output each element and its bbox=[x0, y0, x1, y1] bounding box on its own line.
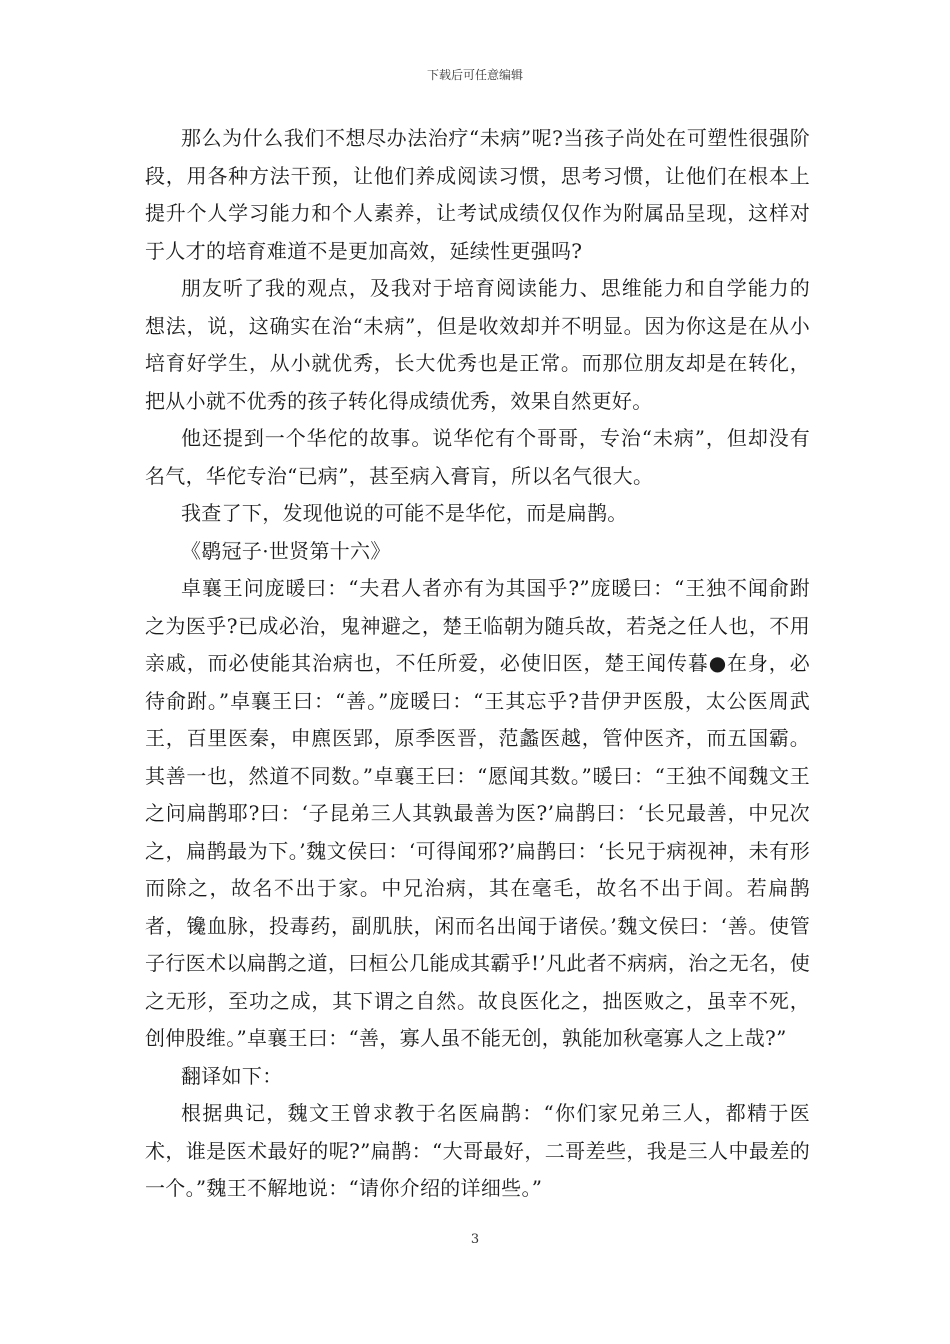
paragraph: 根据典记，魏文王曾求教于名医扁鹊：“你们家兄弟三人，都精于医术，谁是医术最好的呢?”扁鹊：“大哥最好，二哥差些，我是三人中最差的一个。”魏王不解地说：“请你介绍的详细些。” bbox=[145, 1101, 810, 1200]
page-header: 下载后可任意编辑 bbox=[426, 68, 523, 82]
page-number: 3 bbox=[470, 1232, 480, 1247]
document-body bbox=[145, 120, 810, 1208]
paragraph: 他还提到一个华佗的故事。说华佗有个哥哥，专治“未病”，但却没有名气，华佗专治“已病”，甚至病入膏肓，所以名气很大。 bbox=[145, 426, 810, 488]
paragraph: 那么为什么我们不想尽办法治疗“未病”呢?当孩子尚处在可塑性很强阶段，用各种方法干预，让他们养成阅读习惯，思考习惯，让他们在根本上提升个人学习能力和个人素养，让考试成绩仅仅作为附属品呈现，这样对于人才的培育难道不是更加高效，延续性更强吗? bbox=[145, 126, 810, 263]
classical-quote-paragraph: 卓襄王问庞暖曰：“夫君人者亦有为其国乎?”庞暖曰：“王独不闻俞跗之为医乎?已成必治，鬼神避之，楚王临朝为随兵故，若尧之任人也，不用亲戚，而必使能其治病也，不任所爱，必使旧医，楚王闻传暮●在身，必待俞跗。”卓襄王曰：“善。”庞暖曰：“王其忘乎?昔伊尹医殷，太公医周武王，百里医秦，申麃医郢，原季医晋，范蠡医越，管仲医齐，而五国霸。其善一也，然道不同数。”卓襄王曰：“愿闻其数。”暖曰：“王独不闻魏文王之问扁鹊耶?曰：‘子昆弟三人其孰最善为医?’扁鹊曰：‘长兄最善，中兄次之，扁鹊最为下。’魏文侯曰：‘可得闻邪?’扁鹊曰：‘长兄于病视神，未有形而除之，故名不出于家。中兄治病，其在毫毛，故名不出于闾。若扁鹊者，镵血脉，投毒药，副肌肤，闲而名出闻于诸侯。’魏文侯曰：‘善。使管子行医术以扁鹊之道，曰桓公几能成其霸乎!’凡此者不病病，治之无名，使之无形，至功之成，其下谓之自然。故良医化之，拙医败之，虽幸不死，创伸股维。”卓襄王曰：“善，寡人虽不能无创，孰能加秋毫寡人之上哉?” bbox=[145, 576, 810, 1050]
paragraph: 我查了下，发现他说的可能不是华佗，而是扁鹊。 bbox=[181, 501, 628, 525]
paragraph: 朋友听了我的观点，及我对于培育阅读能力、思维能力和自学能力的想法，说，这确实在治“未病”，但是收效却并不明显。因为你这是在从小培育好学生，从小就优秀，长大优秀也是正常。而那位朋友却是在转化，把从小就不优秀的孩子转化得成绩优秀，效果自然更好。 bbox=[145, 276, 810, 413]
translation-heading: 翻译如下： bbox=[181, 1063, 283, 1088]
citation-title: 《鹖冠子·世贤第十六》 bbox=[181, 538, 391, 563]
